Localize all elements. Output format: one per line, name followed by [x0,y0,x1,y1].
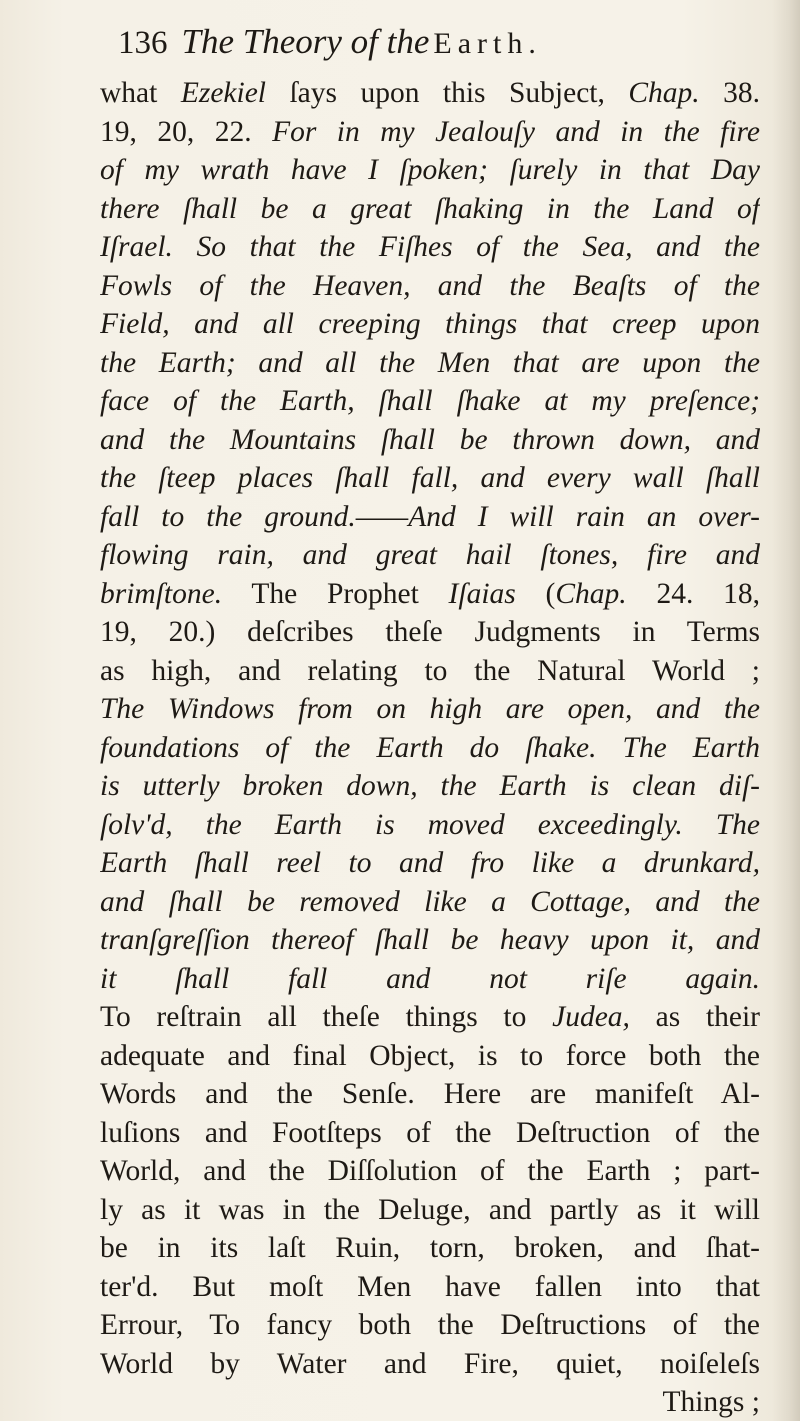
text-line [100,1229,760,1268]
text-line [100,729,760,768]
italic-text-run: and ſhall be removed like a Cottage, and the [100,885,760,918]
roman-text-run: what [100,77,181,109]
text-line [100,1383,760,1419]
text-line [100,228,760,267]
italic-text-run: foundations of the Earth do ſhake. The Earth [100,731,760,764]
roman-text-run: 19, 20, 22. [100,115,273,148]
italic-text-run: Ezekiel [180,77,266,109]
italic-text-run: it ſhall fall and not riſe again. [100,962,760,995]
italic-text-run: is utterly broken down, the Earth is clean diſ- [100,770,760,802]
text-line [100,1114,760,1153]
text-line [100,806,760,845]
italic-text-run: flowing rain, and great hail ſtones, fire and [100,539,760,571]
text-line [100,382,760,421]
italic-text-run: Iſrael. So that the Fiſhes of the Sea, and the [100,231,760,263]
italic-text-run: of my wrath have I ſpoken; ſurely in that Day [100,154,760,186]
text-line [100,1268,760,1307]
italic-text-run: there ſhall be a great ſhaking in the Land of [100,192,760,225]
roman-text-run: ter'd. But moſt Men have fallen into that [100,1270,760,1303]
text-line [100,960,760,999]
text-line [100,690,760,729]
roman-text-run: ly as it was in the Deluge, and partly as it will [100,1193,760,1226]
italic-text-run: face of the Earth, ſhall ſhake at my preſence; [100,385,760,417]
roman-text-run: adequate and final Object, is to force both the [100,1039,760,1072]
roman-text-run: as their [629,1001,760,1033]
roman-text-run: To reſtrain all theſe things to [100,1001,553,1033]
italic-text-run: Iſaias [448,577,516,610]
text-line [100,1152,760,1191]
roman-text-run: luſions and Footſteps of the Deſtruction of the [100,1116,760,1149]
text-line [100,844,760,883]
roman-text-run: Things ; [662,1386,760,1418]
text-line [100,1037,760,1076]
text-line [100,74,760,113]
roman-text-run: The Prophet [222,577,449,610]
text-line [100,536,760,575]
roman-text-run: 24. 18, [626,577,760,610]
roman-text-run: Words and the Senſe. Here are manifeſt Al- [100,1078,760,1110]
page-header [118,22,758,70]
text-line [100,1306,760,1345]
roman-text-run: be in its laſt Ruin, torn, broken, and ſhat- [100,1232,760,1264]
italic-text-run: For in my Jealouſy and in the fire [272,115,760,148]
text-line [100,921,760,960]
roman-text-run: 38. [699,77,760,109]
roman-text-run: ſays upon this Subject, [266,77,629,109]
text-line [100,767,760,806]
roman-text-run: ( [515,577,556,610]
text-line [100,344,760,383]
roman-text-run: Errour, To fancy both the Deſtructions of the [100,1309,760,1341]
italic-text-run: and the Mountains ſhall be thrown down, and [100,423,760,456]
roman-text-run: 19, 20.) deſcribes theſe Judgments in Terms [100,616,760,648]
italic-text-run: Chap. [555,577,627,610]
text-line [100,1345,760,1384]
roman-text-run: World, and the Diſſolution of the Earth ; part- [100,1155,760,1187]
italic-text-run: ſolv'd, the Earth is moved exceedingly. The [100,808,760,841]
text-line [100,113,760,152]
text-line [100,267,760,306]
italic-text-run: the Earth; and all the Men that are upon the [100,346,760,379]
running-title: The Theory of the [181,22,430,61]
italic-text-run: tranſgreſſion thereof ſhall be heavy upon it, and [100,924,760,956]
italic-text-run: Chap. [628,77,700,109]
text-line [100,883,760,922]
page-number: 136 [118,25,168,61]
roman-text-run: World by Water and Fire, quiet, noiſeleſs [100,1347,760,1380]
italic-text-run: Earth ſhall reel to and fro like a drunkard, [100,847,760,879]
text-line [100,998,760,1037]
text-line [100,305,760,344]
text-line [100,613,760,652]
italic-text-run: Field, and all creeping things that creep upon [100,308,760,340]
italic-text-run: brimſtone. [100,577,223,610]
text-line [100,151,760,190]
text-line [100,652,760,691]
italic-text-run: The Windows from on high are open, and the [100,693,760,725]
text-line [100,459,760,498]
body-text [100,74,760,1419]
text-line [100,421,760,460]
text-line [100,190,760,229]
text-line [100,1191,760,1230]
italic-text-run: Judea, [552,1001,630,1033]
italic-text-run: the ſteep places ſhall fall, and every wall ſhall [100,462,760,494]
italic-text-run: Fowls of the Heaven, and the Beaſts of the [100,269,760,302]
running-title-caps: Earth. [433,27,542,60]
page-edge-shadow [772,0,800,1421]
text-line [100,1075,760,1114]
text-line [100,575,760,614]
text-line [100,498,760,537]
roman-text-run: as high, and relating to the Natural World ; [100,654,760,687]
italic-text-run: fall to the ground.——And I will rain an over- [100,500,760,533]
